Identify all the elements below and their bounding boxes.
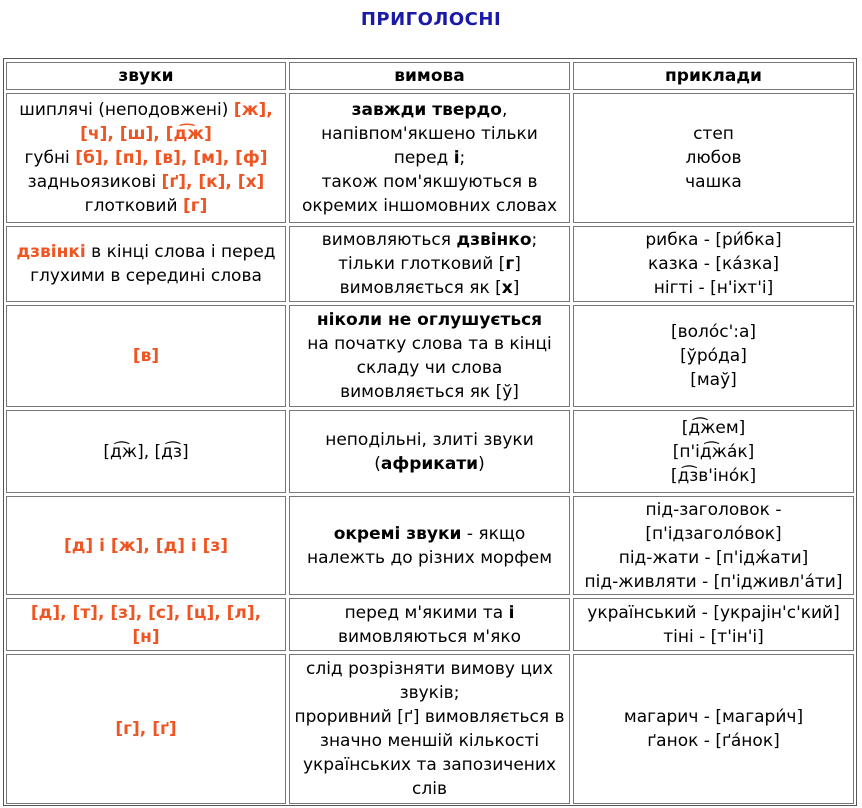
pronunciation-cell <box>289 226 570 302</box>
examples-cell <box>573 226 854 302</box>
text-segment: слів <box>412 779 447 799</box>
highlighted-sound: [д] і [ж], [д] і [з] <box>63 535 229 556</box>
example-line: рибка - [ри́бка] <box>645 230 782 250</box>
example-line: нігті - [н'іхт'і] <box>653 278 774 298</box>
text-segment: проривний [ґ] вимовляється в <box>294 707 565 727</box>
cell-line <box>85 194 208 218</box>
text-segment: окремих іншомовних словах <box>301 196 558 216</box>
bold-text: г <box>505 254 515 274</box>
example-line: [д͡жем] <box>681 417 746 438</box>
example-line: [п'ідзаголо́вок] <box>645 523 782 544</box>
text-segment: [д͡ж], [д͡з] <box>103 441 189 462</box>
example-line: під-живляти - [п'ідживл'а́ти] <box>584 571 843 592</box>
examples-cell <box>573 654 854 804</box>
example-line: український - [украјін'с'кий] <box>587 602 840 623</box>
text-segment: , <box>501 100 508 120</box>
sounds-cell <box>6 496 286 595</box>
cell-line <box>294 705 564 729</box>
sounds-cell <box>6 654 286 804</box>
cell-line <box>352 98 508 122</box>
cell-line <box>28 170 265 194</box>
bold-text: дзвінко <box>456 230 532 250</box>
cell-line <box>80 122 212 146</box>
cell-line <box>340 380 519 404</box>
text-segment: ] <box>514 254 521 274</box>
text-segment: ) <box>478 453 485 474</box>
text-segment: належть до різних морфем <box>306 547 553 568</box>
header-examples: приклади <box>573 62 854 90</box>
text-segment: вимовляються <box>321 230 457 250</box>
cell-line <box>24 146 267 170</box>
sounds-cell <box>6 226 286 302</box>
cell-line <box>325 428 534 452</box>
examples-cell <box>573 598 854 651</box>
highlighted-sound: [г], [ґ] <box>115 719 177 739</box>
text-segment: складу чи слова <box>356 358 503 378</box>
text-segment: вимовляються м'яко <box>337 626 521 647</box>
text-segment: вимовляється як [ <box>339 278 502 298</box>
text-segment: глотковий <box>84 196 183 216</box>
highlighted-sound: [г] <box>182 196 208 216</box>
highlighted-sound: [б], [п], [в], [м], [ф] <box>75 148 268 168</box>
highlighted-sound: [н] <box>132 626 160 647</box>
highlighted-sound: [ґ], [к], [х] <box>161 172 265 192</box>
text-segment: тільки глотковий [ <box>338 254 506 274</box>
cell-line <box>133 344 159 368</box>
bold-text: і <box>508 602 515 623</box>
example-line: тіні - [т'ін'і] <box>663 626 764 647</box>
text-segment: ; <box>531 230 538 250</box>
cell-line <box>306 657 553 681</box>
text-segment: - якщо <box>461 523 526 544</box>
cell-line <box>64 534 228 558</box>
header-sounds: звуки <box>6 62 286 90</box>
text-segment: шиплячі (неподовжені) <box>19 100 234 120</box>
bold-text: і <box>453 148 460 168</box>
cell-line <box>103 440 188 464</box>
pronunciation-cell <box>289 305 570 407</box>
text-segment: глухими в середині слова <box>30 266 262 286</box>
text-segment: ] <box>512 278 520 298</box>
example-line: [воло́с':а] <box>670 322 757 342</box>
cell-line <box>338 625 521 649</box>
cell-line <box>340 276 520 300</box>
bold-text: ніколи не оглушується <box>316 310 543 330</box>
bold-text: окремі звуки <box>333 523 462 544</box>
cell-line <box>322 228 538 252</box>
cell-line <box>115 717 176 741</box>
cell-line <box>303 753 556 777</box>
example-line: казка - [ка́зка] <box>647 254 780 274</box>
example-line: любов <box>685 148 742 168</box>
example-line: під-жати - [п'ідж́ати] <box>618 547 809 568</box>
cell-line <box>394 146 466 170</box>
text-segment: неподільні, злиті звуки <box>325 429 534 450</box>
cell-line <box>30 264 262 288</box>
text-segment: значно меншій кількості <box>319 731 540 751</box>
pronunciation-cell <box>289 654 570 804</box>
highlighted-sound: [в] <box>132 346 160 366</box>
example-line: [д͡зв'іно́к] <box>670 465 757 486</box>
text-segment: звуків; <box>399 683 460 703</box>
cell-line <box>334 522 526 546</box>
example-line: ґанок - [ґа́нок] <box>647 731 780 751</box>
text-segment: в кінці слова і перед <box>85 242 276 262</box>
cell-line <box>320 729 539 753</box>
text-segment: слід розрізняти вимову цих <box>305 659 554 679</box>
sounds-cell <box>6 93 286 223</box>
bold-text: африкати <box>380 453 479 474</box>
text-segment: вимовляється як [ў] <box>340 382 519 402</box>
text-segment: також пом'якшуються в <box>321 172 538 192</box>
text-segment: перед <box>393 148 454 168</box>
text-segment: перед м'якими та <box>344 602 509 623</box>
cell-line <box>307 546 552 570</box>
highlighted-sound: [ч], [ш], [д͡ж] <box>80 124 212 144</box>
example-line: чашка <box>685 172 742 192</box>
bold-text: завжди твердо <box>351 100 502 120</box>
text-segment: ; <box>459 148 466 168</box>
cell-line <box>338 252 521 276</box>
text-segment: українських та запозичених <box>302 755 557 775</box>
cell-line <box>374 452 484 476</box>
cell-line <box>302 194 557 218</box>
examples-cell <box>573 305 854 407</box>
pronunciation-cell <box>289 410 570 493</box>
pronunciation-cell <box>289 93 570 223</box>
text-segment: на початку слова та в кінці <box>307 334 552 354</box>
cell-line <box>31 601 261 625</box>
highlighted-sound: дзвінкі <box>16 242 86 262</box>
cell-line <box>317 308 542 332</box>
sounds-cell <box>6 410 286 493</box>
highlighted-sound: [д], [т], [з], [с], [ц], [л], <box>30 602 262 623</box>
example-line: [маў] <box>690 370 737 390</box>
cell-line <box>19 98 272 122</box>
cell-line <box>16 240 275 264</box>
examples-cell <box>573 410 854 493</box>
example-line: степ <box>693 124 734 144</box>
cell-line <box>412 777 447 801</box>
cell-line <box>307 332 552 356</box>
pronunciation-cell <box>289 496 570 595</box>
text-segment: напівпом'якшено тільки <box>321 124 538 144</box>
example-line: магарич - [магари́ч] <box>623 707 804 727</box>
sounds-cell <box>6 305 286 407</box>
cell-line <box>321 170 537 194</box>
example-line: під-заголовок - <box>645 499 782 520</box>
cell-line <box>400 681 460 705</box>
text-segment: задньоязикові <box>27 172 162 192</box>
example-line: [ўро́да] <box>680 346 747 366</box>
text-segment: губні <box>24 148 76 168</box>
text-segment: ( <box>374 453 381 474</box>
header-pronunciation: вимова <box>289 62 570 90</box>
cell-line <box>345 601 515 625</box>
examples-cell <box>573 93 854 223</box>
cell-line <box>321 122 538 146</box>
cell-line <box>132 625 159 649</box>
page-title: ПРИГОЛОСНІ <box>360 9 502 30</box>
examples-cell <box>573 496 854 595</box>
cell-line <box>357 356 503 380</box>
example-line: [п'ід͡жа́к] <box>672 441 755 462</box>
sounds-cell <box>6 598 286 651</box>
highlighted-sound: [ж], <box>233 100 273 120</box>
bold-text: х <box>501 278 513 298</box>
pronunciation-cell <box>289 598 570 651</box>
